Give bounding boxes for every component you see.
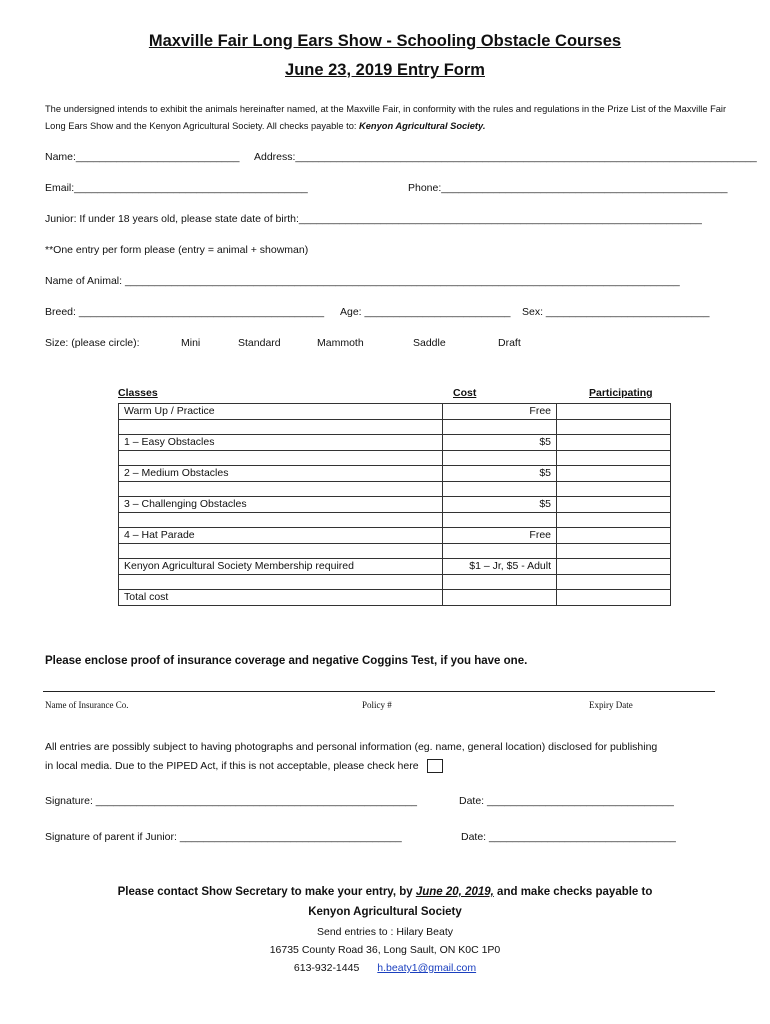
participating-cell[interactable] (557, 497, 671, 513)
signature-date-field[interactable]: Date: ________________________________ (459, 795, 674, 807)
size-option-draft[interactable]: Draft (498, 337, 521, 349)
classes-table (118, 403, 671, 606)
participating-cell[interactable] (557, 404, 671, 420)
class-name: 3 – Challenging Obstacles (119, 497, 443, 513)
opt-out-checkbox[interactable] (427, 759, 443, 773)
signature-field[interactable]: Signature: _______________________________________________________ (45, 795, 417, 807)
intro-paragraph (45, 101, 735, 135)
insurance-line[interactable] (43, 691, 715, 692)
total-participating-cell[interactable] (557, 590, 671, 606)
class-name: 4 – Hat Parade (119, 528, 443, 544)
intro-text: The undersigned intends to exhibit the animals hereinafter named, at the Maxville Fair, in conformity with the rules and regulations in the Prize List of the Maxville Fair Long Ears Show and the Kenyon Agricultural Society. All checks payable to: (45, 104, 727, 131)
photo-notice-text: in local media. Due to the PIPED Act, if this is not acceptable, please check here (45, 759, 419, 772)
address-field[interactable]: Address:_______________________________________________________________________________ (254, 151, 757, 163)
size-option-saddle[interactable]: Saddle (413, 337, 446, 349)
one-entry-note: **One entry per form please (entry = animal + showman) (45, 244, 309, 256)
table-row (119, 497, 671, 513)
table-row-spacer (119, 481, 671, 497)
send-entries-line: Send entries to : Hilary Beaty (317, 926, 453, 938)
intro-payee: Kenyon Agricultural Society. (359, 121, 486, 131)
cost-header: Cost (453, 387, 477, 399)
age-field[interactable]: Age: _________________________ (340, 306, 511, 318)
size-label: Size: (please circle): (45, 337, 140, 349)
class-cost: $5 (443, 497, 557, 513)
class-cost: Free (443, 404, 557, 420)
breed-field[interactable]: Breed: __________________________________________ (45, 306, 325, 318)
total-cost-cell[interactable] (443, 590, 557, 606)
class-cost: Free (443, 528, 557, 544)
sex-field[interactable]: Sex: ____________________________ (522, 306, 710, 318)
form-subtitle: June 23, 2019 Entry Form (285, 61, 485, 79)
animal-name-field[interactable]: Name of Animal: _______________________________________________________________________________________________ (45, 275, 680, 287)
class-name: 1 – Easy Obstacles (119, 435, 443, 451)
participating-cell[interactable] (557, 559, 671, 575)
participating-header: Participating (589, 387, 653, 399)
class-cost: $1 – Jr, $5 - Adult (443, 559, 557, 575)
contact-line (0, 886, 770, 898)
table-row-spacer (119, 574, 671, 590)
insurance-notice: Please enclose proof of insurance coverage and negative Coggins Test, if you have one. (45, 655, 528, 667)
table-row (119, 528, 671, 544)
email-field[interactable]: Email:________________________________________ (45, 182, 308, 194)
entry-deadline: June 20, 2019, (415, 886, 494, 898)
participating-cell[interactable] (557, 466, 671, 482)
table-row-spacer (119, 419, 671, 435)
contact-phone: 613-932-1445 (293, 962, 360, 974)
expiry-date-label: Expiry Date (589, 700, 633, 710)
size-option-mammoth[interactable]: Mammoth (317, 337, 364, 349)
mailing-address: 16735 County Road 36, Long Sault, ON K0C 1P0 (269, 944, 501, 956)
table-row-spacer (119, 450, 671, 466)
photo-notice-line1: All entries are possibly subject to having photographs and personal information (eg. name, general location) disclosed for publishing (45, 741, 658, 753)
table-row (119, 404, 671, 420)
total-row (119, 590, 671, 606)
size-option-mini[interactable]: Mini (181, 337, 201, 349)
contact-post: and make checks payable to (493, 886, 653, 898)
table-row (119, 435, 671, 451)
class-name: 2 – Medium Obstacles (119, 466, 443, 482)
contact-email-link[interactable]: h.beaty1@gmail.com (377, 962, 477, 974)
participating-cell[interactable] (557, 528, 671, 544)
parent-signature-field[interactable]: Signature of parent if Junior: ______________________________________ (45, 831, 402, 843)
photo-notice-line2 (45, 759, 443, 773)
contact-pre: Please contact Show Secretary to make your entry, by (117, 886, 416, 898)
phone-field[interactable]: Phone:_________________________________________________ (408, 182, 728, 194)
table-row-spacer (119, 512, 671, 528)
contact-details (0, 962, 770, 974)
class-cost: $5 (443, 466, 557, 482)
junior-dob-field[interactable]: Junior: If under 18 years old, please state date of birth:_____________________________________________________________________ (45, 213, 702, 225)
class-name: Kenyon Agricultural Society Membership required (119, 559, 443, 575)
participating-cell[interactable] (557, 435, 671, 451)
table-row (119, 559, 671, 575)
table-row-spacer (119, 543, 671, 559)
payee-line: Kenyon Agricultural Society (308, 906, 462, 918)
class-cost: $5 (443, 435, 557, 451)
classes-header: Classes (118, 387, 158, 399)
form-title: Maxville Fair Long Ears Show - Schooling Obstacle Courses (148, 32, 622, 50)
table-row (119, 466, 671, 482)
name-field[interactable]: Name:____________________________ (45, 151, 240, 163)
parent-date-field[interactable]: Date: ________________________________ (461, 831, 676, 843)
policy-number-label: Policy # (362, 700, 392, 710)
class-name: Warm Up / Practice (119, 404, 443, 420)
size-option-standard[interactable]: Standard (238, 337, 281, 349)
total-cost-label: Total cost (119, 590, 443, 606)
insurance-company-label: Name of Insurance Co. (45, 700, 129, 710)
